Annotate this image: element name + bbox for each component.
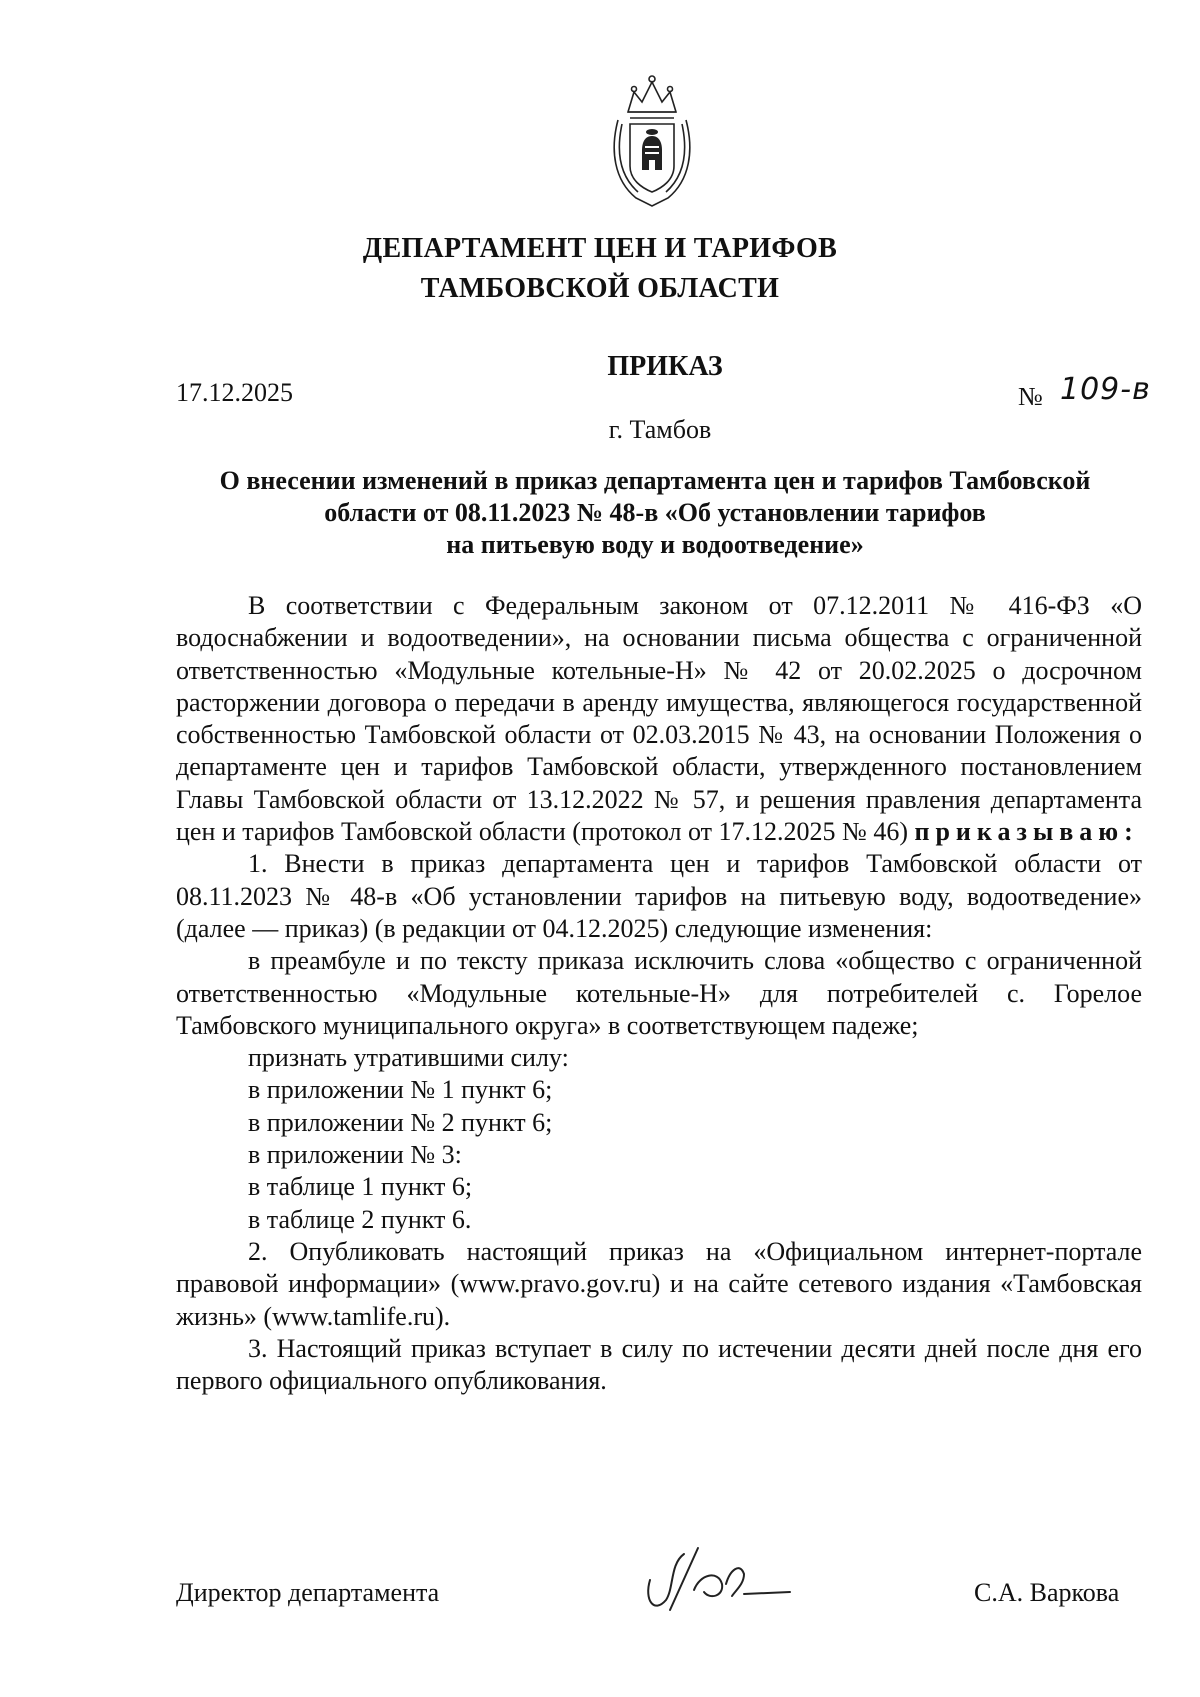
- subject-line-3: на питьевую воду и водоотведение»: [446, 530, 864, 559]
- department-name-line2: ТАМБОВСКОЙ ОБЛАСТИ: [420, 273, 780, 304]
- document-title: ПРИКАЗ: [607, 351, 723, 382]
- item-1-annex-2: в приложении № 2 пункт 6;: [248, 1107, 553, 1137]
- order-date: 17.12.2025: [176, 378, 293, 407]
- item-1-preamble-change: в преамбуле и по тексту приказа исключить слова «общество с ограниченной ответственностью «Модульные котельные-Н» для потребителей с. Горелое Тамбовского муниципального округа» в соответствующем падеже;: [176, 946, 1142, 1040]
- subject-line-1: О внесении изменений в приказ департамента цен и тарифов Тамбовской: [219, 466, 1091, 495]
- tambov-coat-of-arms-icon: [606, 70, 698, 210]
- item-2: 2. Опубликовать настоящий приказ на «Официальном интернет-портале правовой информации» (www.pravo.gov.ru) и на сайте сетевого издания «Тамбовская жизнь» (www.tamlife.ru).: [176, 1236, 1142, 1331]
- order-subject: [150, 465, 1160, 561]
- signatory-role: Директор департамента: [176, 1578, 440, 1607]
- signatory-name: С.А. Варкова: [974, 1578, 1120, 1607]
- item-3: 3. Настоящий приказ вступает в силу по истечении десяти дней после дня его первого официального опубликования.: [176, 1333, 1142, 1396]
- decree-word: приказываю:: [914, 817, 1139, 847]
- order-city: г. Тамбов: [608, 415, 712, 444]
- item-1-repeal-heading: признать утратившими силу:: [248, 1043, 569, 1073]
- department-name-line1: ДЕПАРТАМЕНТ ЦЕН И ТАРИФОВ: [362, 233, 838, 264]
- subject-line-2: области от 08.11.2023 № 48-в «Об установлении тарифов: [324, 498, 986, 527]
- item-1-annex-3: в приложении № 3:: [248, 1140, 462, 1170]
- handwritten-signature: [640, 1540, 800, 1620]
- item-1-table-2: в таблице 2 пункт 6.: [248, 1204, 472, 1234]
- item-1-table-1: в таблице 1 пункт 6;: [248, 1172, 473, 1202]
- item-1-annex-1: в приложении № 1 пункт 6;: [248, 1075, 553, 1105]
- order-body: [176, 590, 1142, 1397]
- order-number-handwritten: 109-в: [1060, 372, 1151, 407]
- preamble-text: В соответствии с Федеральным законом от 07.12.2011 № 416-ФЗ «О водоснабжении и водоотведении», на основании письма общества с ограниченной ответственностью «Модульные котельные-Н» № 42 от 20.02.2025 о досрочном расторжении договора о передачи в аренду имущества, являющегося государственной собственностью Тамбовской области от 02.03.2015 № 43, на основании Положения о департаменте цен и тарифов Тамбовской области, утвержденного постановлением Главы Тамбовской области от 13.12.2022 № 57, и решения правления департамента цен и тарифов Тамбовской области (протокол от 17.12.2025 № 46): [176, 591, 1142, 847]
- preamble-paragraph: [176, 590, 1142, 848]
- item-1: 1. Внести в приказ департамента цен и тарифов Тамбовской области от 08.11.2023 № 48-в «Об установлении тарифов на питьевую воду, водоотведение» (далее — приказ) (в редакции от 04.12.2025) следующие изменения:: [176, 849, 1142, 943]
- order-number-label: №: [1018, 382, 1043, 411]
